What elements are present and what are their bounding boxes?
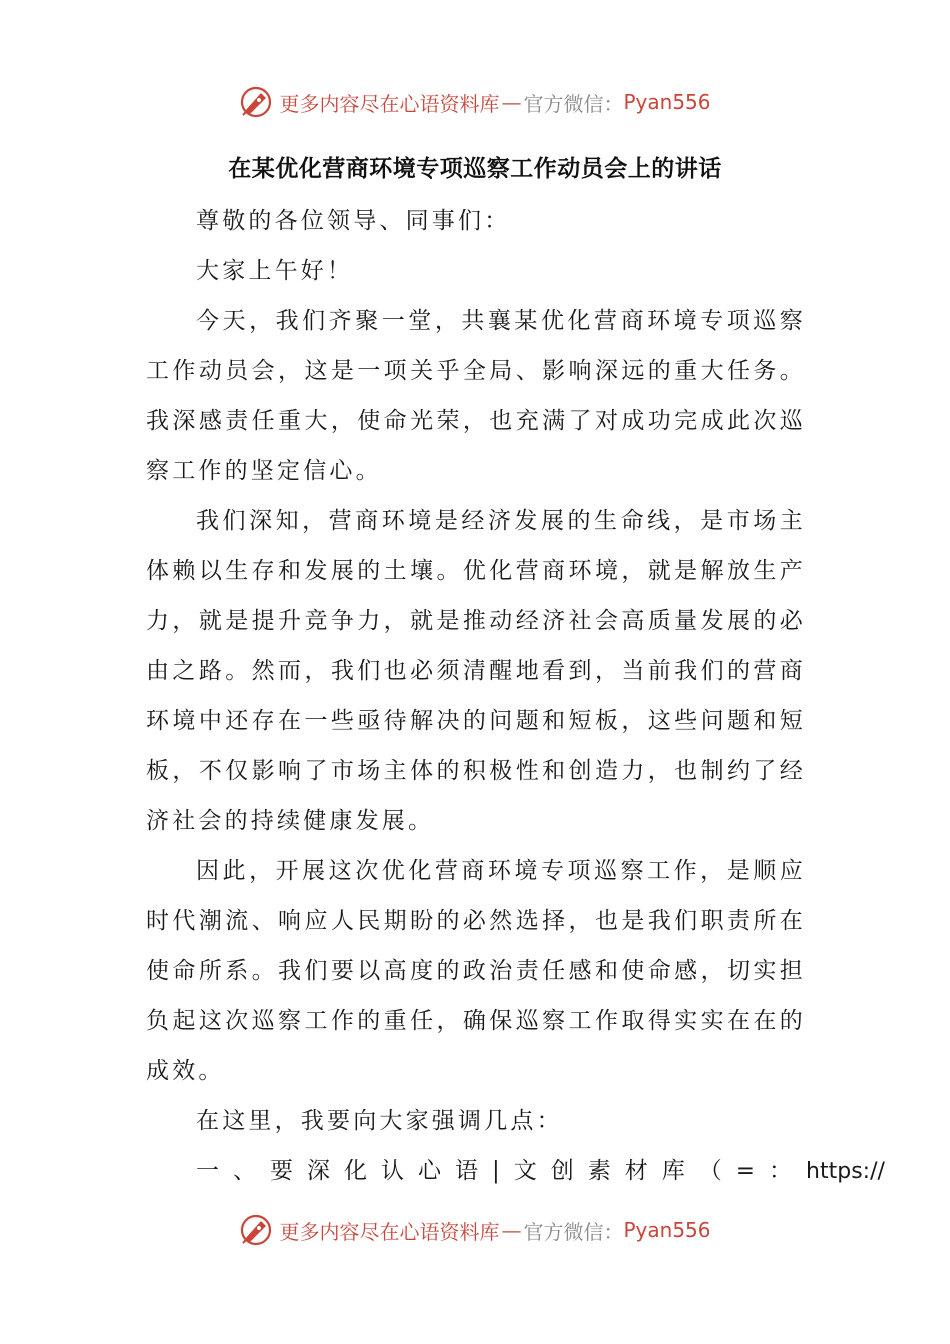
banner-dash: — (501, 1218, 522, 1242)
banner-wechat-id: Pyan556 (623, 90, 711, 114)
banner-dash: — (501, 90, 522, 114)
paragraph-greeting: 大家上午好！ (196, 258, 354, 284)
banner-site-text: 更多内容尽在心语资料库 (279, 91, 500, 116)
document-title: 在某优化营商环境专项巡察工作动员会上的讲话 (228, 156, 722, 182)
point-one-url[interactable]: https:// (806, 1159, 885, 1184)
pen-nib-logo-icon (239, 85, 273, 119)
banner-official-text: 官方微信： (523, 91, 624, 116)
paragraph-salutation: 尊敬的各位领导、同事们： (196, 208, 511, 234)
paragraph-intro: 今天，我们齐聚一堂，共襄某优化营商环境专项巡察工作动员会，这是一项关乎全局、影响深远的重大任务。我深感责任重大，使命光荣，也充满了对成功完成此次巡察工作的坚定信心。 (146, 308, 806, 484)
banner-site-text: 更多内容尽在心语资料库 (279, 1219, 500, 1244)
paragraph-point-one (146, 1146, 885, 1197)
paragraph-environment: 我们深知，营商环境是经济发展的生命线，是市场主体赖以生存和发展的土壤。优化营商环境，就是解放生产力，就是提升竞争力，就是推动经济社会高质量发展的必由之路。然而，我们也必须清醒地看到，当前我们的营商环境中还存在一些亟待解决的问题和短板，这些问题和短板，不仅影响了市场主体的积极性和创造力，也制约了经济社会的持续健康发展。 (146, 508, 806, 834)
point-one-text: 一、要深化认心语|文创素材库（=： (196, 1158, 807, 1184)
banner-wechat-id: Pyan556 (623, 1218, 711, 1242)
pen-nib-logo-icon (239, 1213, 273, 1247)
document-body (146, 196, 885, 1197)
paragraph-emphasis: 在这里，我要向大家强调几点： (196, 1108, 563, 1134)
footer-banner (0, 1208, 950, 1252)
banner-official-text: 官方微信： (523, 1219, 624, 1244)
header-banner (0, 80, 950, 124)
paragraph-purpose: 因此，开展这次优化营商环境专项巡察工作，是顺应时代潮流、响应人民期盼的必然选择，也是我们职责所在使命所系。我们要以高度的政治责任感和使命感，切实担负起这次巡察工作的重任，确保巡察工作取得实实在在的成效。 (146, 858, 806, 1084)
